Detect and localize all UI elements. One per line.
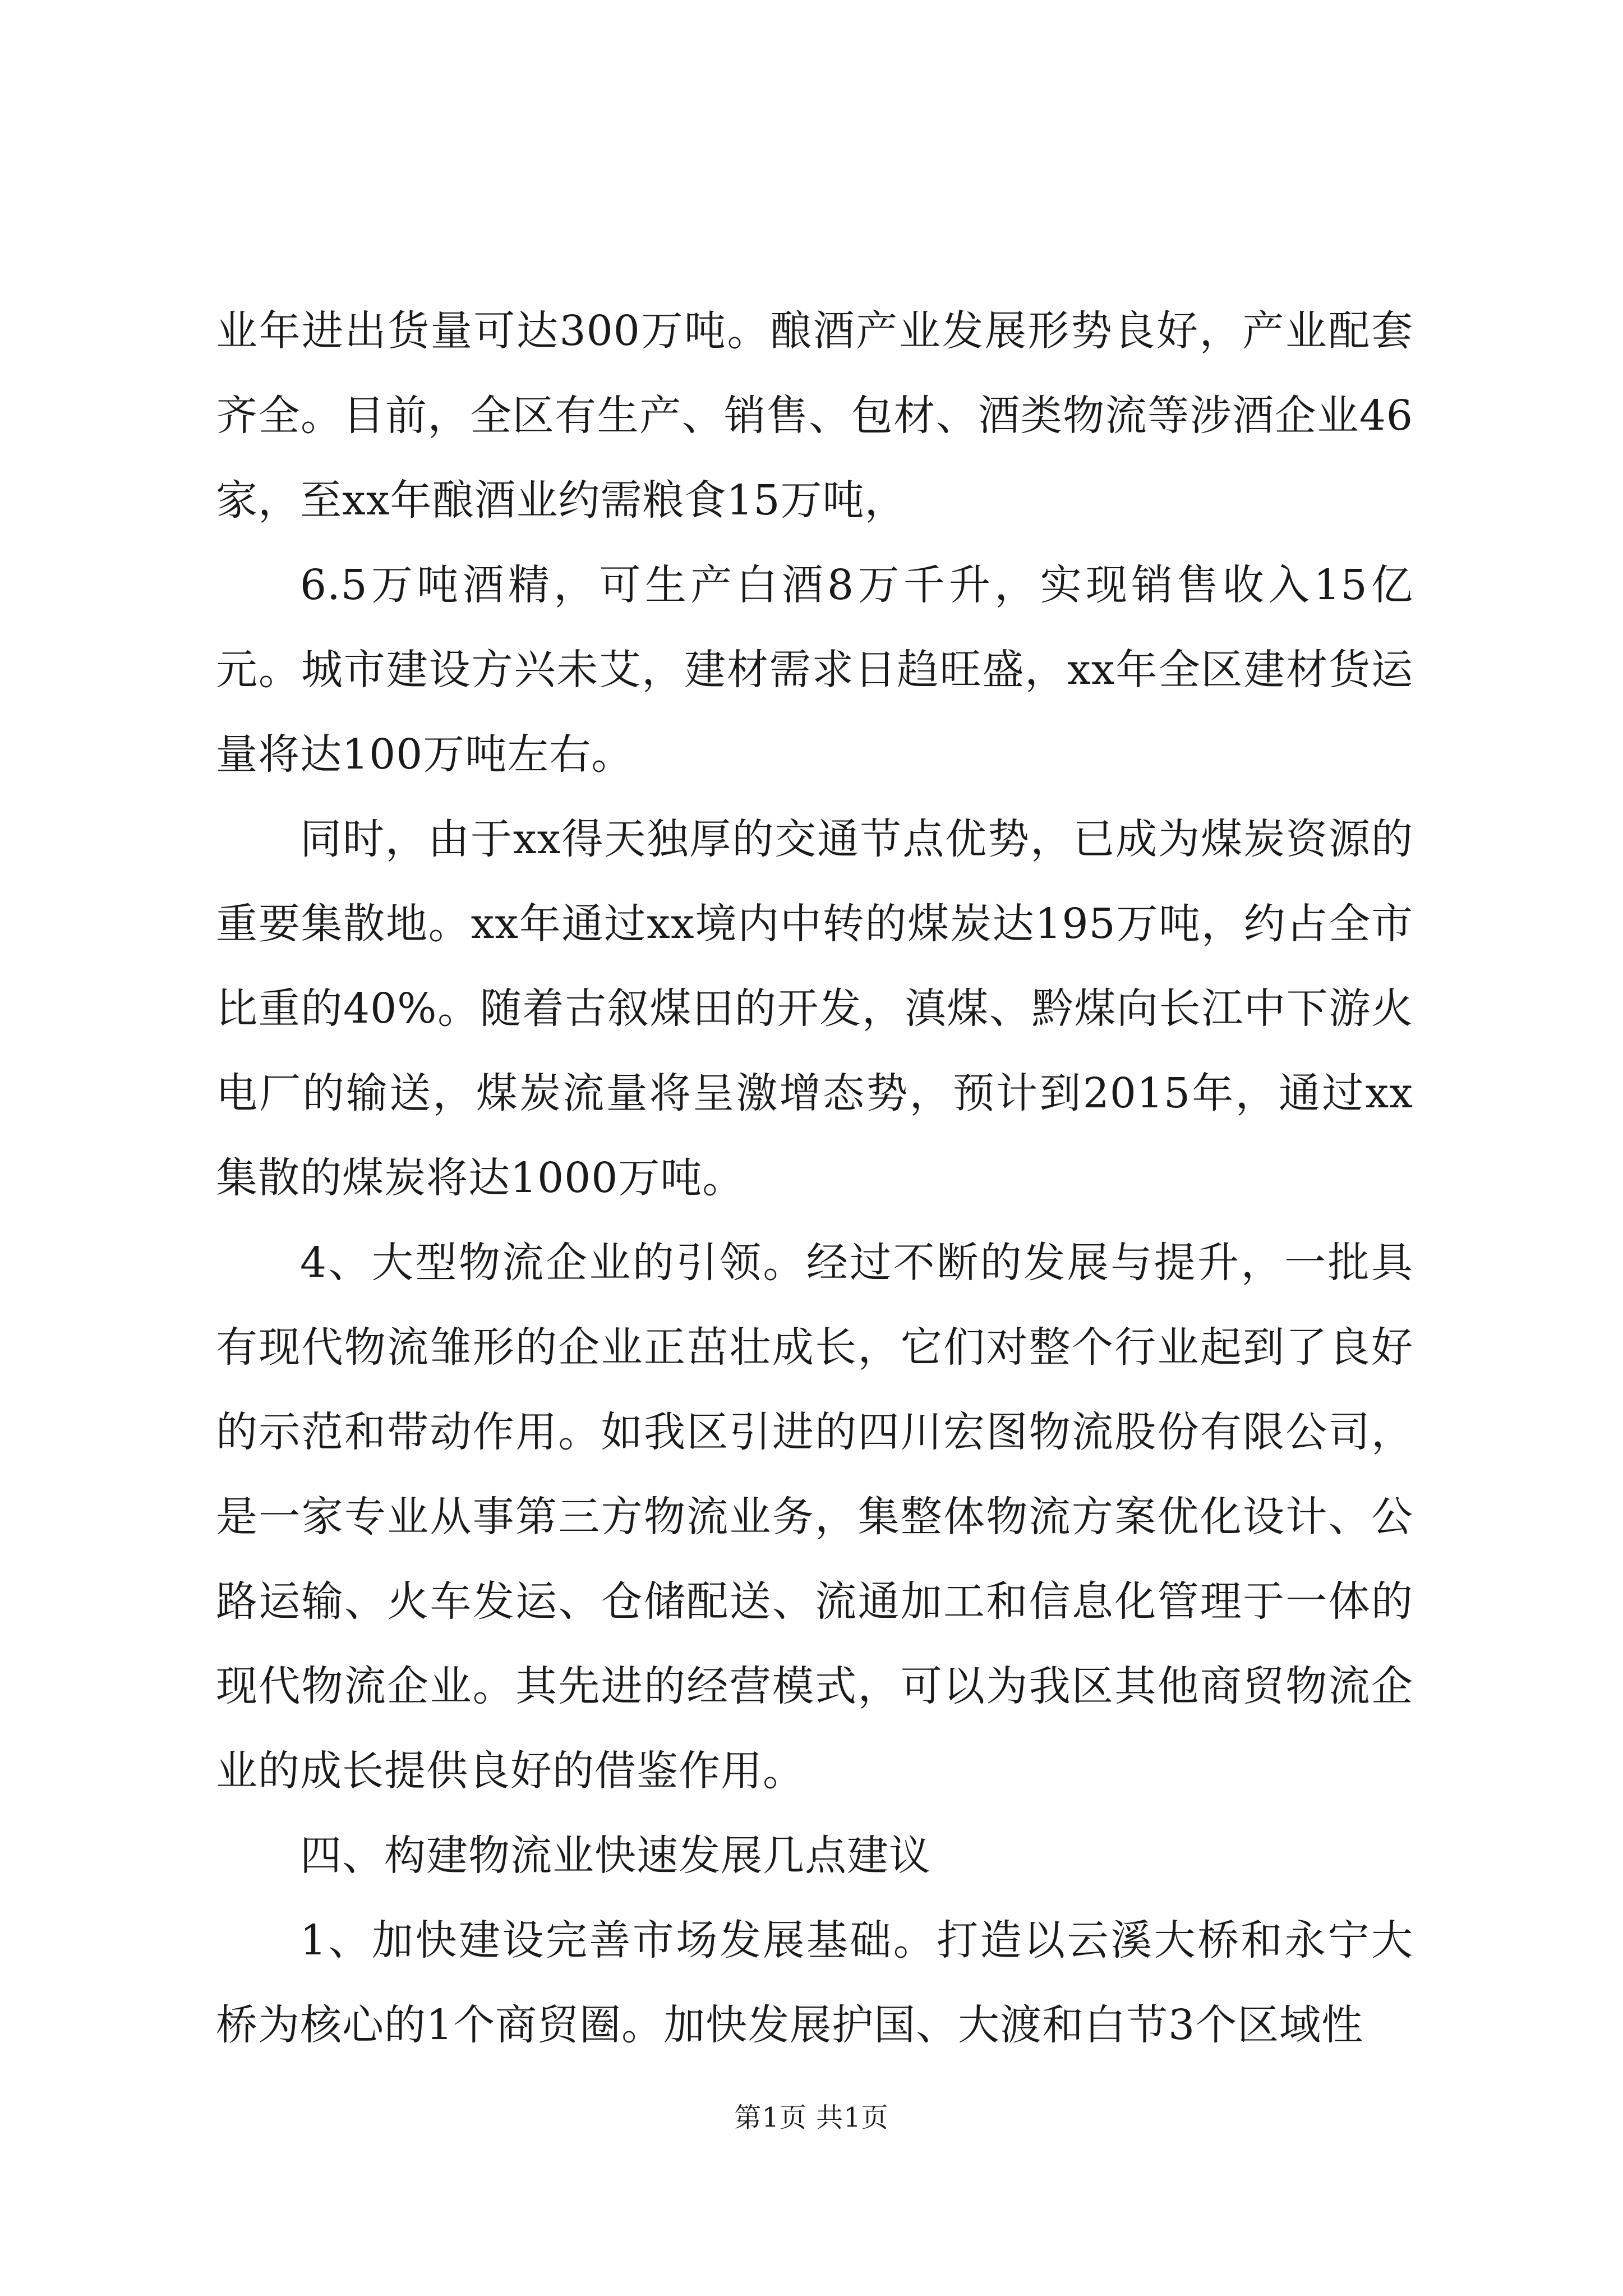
- paragraph-continuation: 业年进出货量可达300万吨。酿酒产业发展形势良好，产业配套齐全。目前，全区有生产、销售、包材、酒类物流等涉酒企业46家，至xx年酿酒业约需粮食15万吨，: [216, 307, 1413, 524]
- document-body: [216, 289, 1413, 2068]
- paragraph-logistics-leaders: 4、大型物流企业的引领。经过不断的发展与提升，一批具有现代物流雏形的企业正茁壮成长，它们对整个行业起到了良好的示范和带动作用。如我区引进的四川宏图物流股份有限公司，是一家专业从事第三方物流业务，集整体物流方案优化设计、公路运输、火车发运、仓储配送、流通加工和信息化管理于一体的现代物流企业。其先进的经营模式，可以为我区其他商贸物流企业的成长提供良好的借鉴作用。: [216, 1239, 1413, 1795]
- paragraph-coal-hub: 同时，由于xx得天独厚的交通节点优势，已成为煤炭资源的重要集散地。xx年通过xx境内中转的煤炭达195万吨，约占全市比重的40%。随着古叙煤田的开发，滇煤、黔煤向长江中下游火电厂的输送，煤炭流量将呈激增态势，预计到2015年，通过xx集散的煤炭将达1000万吨。: [216, 815, 1413, 1202]
- page-number-footer: 第1页 共1页: [734, 2102, 889, 2133]
- paragraph-market-foundation: 1、加快建设完善市场发展基础。打造以云溪大桥和永宁大桥为核心的1个商贸圈。加快发展护国、大渡和白节3个区域性: [216, 1916, 1413, 2049]
- section-heading-suggestions: 四、构建物流业快速发展几点建议: [300, 1832, 931, 1880]
- paragraph-production-figures: 6.5万吨酒精，可生产白酒8万千升，实现销售收入15亿元。城市建设方兴未艾，建材需求日趋旺盛，xx年全区建材货运量将达100万吨左右。: [216, 561, 1413, 779]
